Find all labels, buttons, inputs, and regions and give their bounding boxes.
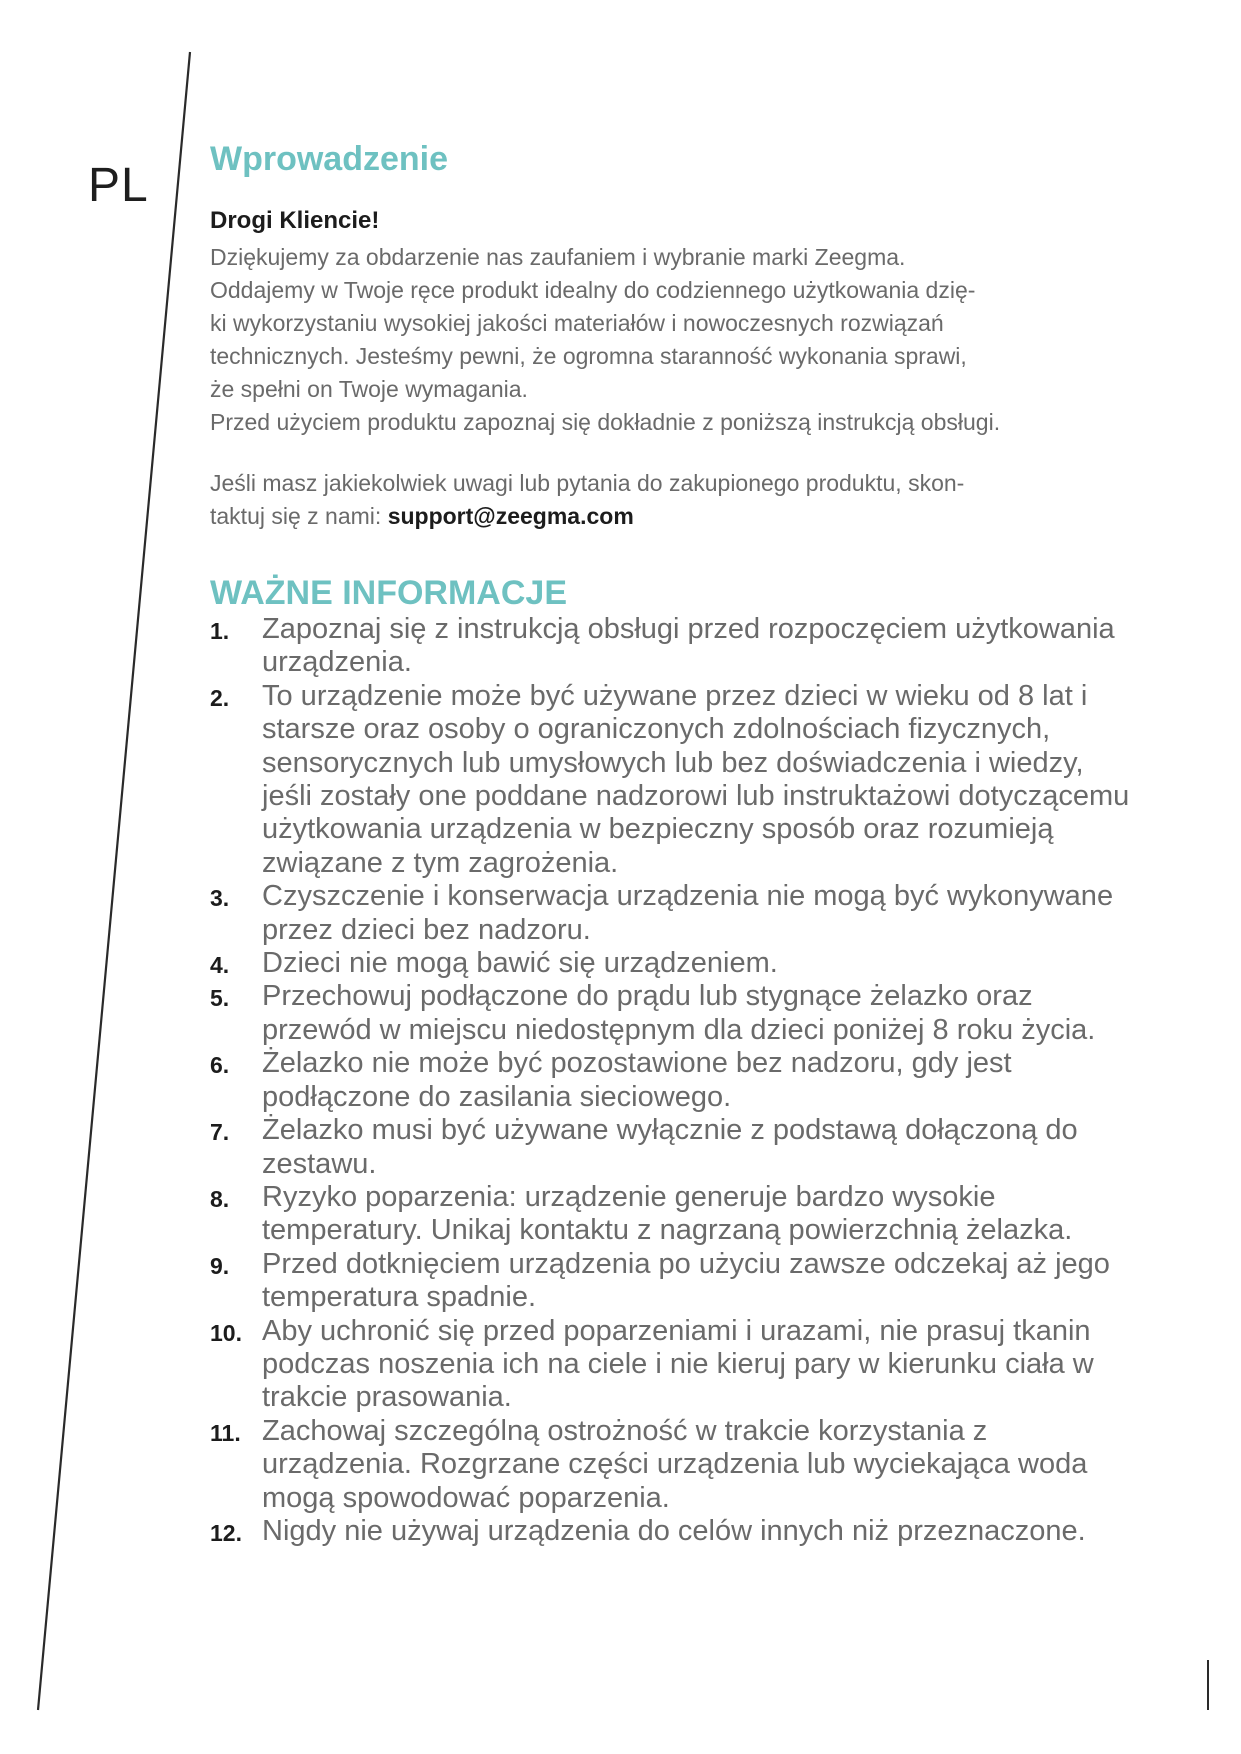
list-item	[210, 880, 1140, 947]
list-item	[210, 1114, 1140, 1181]
intro-title: Wprowadzenie	[210, 140, 449, 178]
list-item	[210, 947, 1140, 980]
intro-line: Oddajemy w Twoje ręce produkt idealny do codziennego użytkowania dzię-	[210, 277, 976, 303]
list-item-number: 6.	[210, 1052, 230, 1079]
contact-text-line2	[210, 500, 1140, 533]
list-item-text: Nigdy nie używaj urządzenia do celów innych niż przeznaczone.	[262, 1514, 1086, 1547]
list-item-text: Czyszczenie i konserwacja urządzenia nie mogą być wykonywane przez dzieci bez nadzoru.	[262, 880, 1114, 946]
support-email-link[interactable]: support@zeegma.com	[387, 503, 634, 529]
list-item	[210, 1415, 1140, 1515]
list-item-number: 11.	[210, 1419, 241, 1446]
list-item-text: Dzieci nie mogą bawić się urządzeniem.	[262, 947, 778, 980]
intro-section	[210, 207, 1140, 439]
diagonal-divider-line	[38, 52, 190, 1710]
contact-text-line1: Jeśli masz jakiekolwiek uwagi lub pytania do zakupionego produktu, skon-	[210, 470, 965, 496]
list-item-number: 5.	[210, 985, 230, 1012]
list-item-text: Żelazko musi być używane wyłącznie z podstawą dołączoną do zestawu.	[262, 1114, 1078, 1180]
list-item	[210, 1181, 1140, 1248]
list-item-text: Zapoznaj się z instrukcją obsługi przed rozpoczęciem użytkowania urządzenia.	[262, 613, 1115, 679]
list-item-number: 2.	[210, 684, 230, 711]
greeting: Drogi Kliencie!	[210, 207, 380, 234]
language-code: PL	[88, 159, 149, 212]
list-item	[210, 613, 1140, 680]
list-item-number: 8.	[210, 1185, 230, 1212]
list-item-text: Przechowuj podłączone do prądu lub stygnące żelazko oraz przewód w miejscu niedostępnym dla dzieci poniżej 8 roku życia.	[262, 980, 1096, 1046]
intro-line: Dziękujemy za obdarzenie nas zaufaniem i wybranie marki Zeegma.	[210, 244, 906, 270]
list-item-text: To urządzenie może być używane przez dzieci w wieku od 8 lat i starsze oraz osoby o ograniczonych zdolnościach fizycznych, sensorycznych lub umysłowych lub bez doświadczenia i wiedzy, jeśli zostały one poddane nadzorowi lub instruktażowi dotyczącemu użytkowania urządzenia w bezpieczny sposób oraz rozumieją związane z tym zagrożenia.	[262, 679, 1130, 879]
main-content	[210, 140, 1140, 1548]
intro-line: ki wykorzystaniu wysokiej jakości materiałów i nowoczesnych rozwiązań	[210, 310, 944, 336]
list-item-text: Aby uchronić się przed poparzeniami i urazami, nie prasuj tkanin podczas noszenia ich na ciele i nie kieruj pary w kierunku ciała w trakcie prasowania.	[262, 1314, 1094, 1414]
list-item-text: Przed dotknięciem urządzenia po użyciu zawsze odczekaj aż jego temperatura spadnie.	[262, 1247, 1110, 1314]
list-item-text: Zachowaj szczególną ostrożność w trakcie korzystania z urządzenia. Rozgrzane części urządzenia lub wyciekająca woda mogą spowodować poparzenia.	[262, 1414, 1088, 1514]
important-info-title: WAŻNE INFORMACJE	[210, 574, 567, 612]
list-item	[210, 980, 1140, 1047]
list-item-number: 3.	[210, 885, 230, 912]
list-item-number: 12.	[210, 1519, 242, 1546]
important-info-list	[210, 613, 1140, 1548]
list-item-number: 10.	[210, 1319, 242, 1346]
list-item-number: 1.	[210, 618, 230, 644]
list-item	[210, 1515, 1140, 1548]
intro-line: że spełni on Twoje wymagania.	[210, 376, 528, 402]
list-item	[210, 1047, 1140, 1114]
list-item-text: Ryzyko poparzenia: urządzenie generuje bardzo wysokie temperatury. Unikaj kontaktu z nagrzaną powierzchnią żelazka.	[262, 1180, 1073, 1247]
list-item-number: 4.	[210, 952, 230, 979]
contact-section	[210, 467, 1140, 533]
intro-line: Przed użyciem produktu zapoznaj się dokładnie z poniższą instrukcją obsługi.	[210, 409, 1001, 435]
list-item	[210, 680, 1140, 880]
intro-line: technicznych. Jesteśmy pewni, że ogromna staranność wykonania sprawi,	[210, 343, 967, 369]
list-item	[210, 1248, 1140, 1315]
list-item-text: Żelazko nie może być pozostawione bez nadzoru, gdy jest podłączone do zasilania sieciowego.	[262, 1047, 1012, 1113]
contact-text: taktuj się z nami:	[210, 503, 388, 529]
list-item	[210, 1315, 1140, 1415]
list-item-number: 9.	[210, 1252, 230, 1279]
list-item-number: 7.	[210, 1119, 230, 1146]
